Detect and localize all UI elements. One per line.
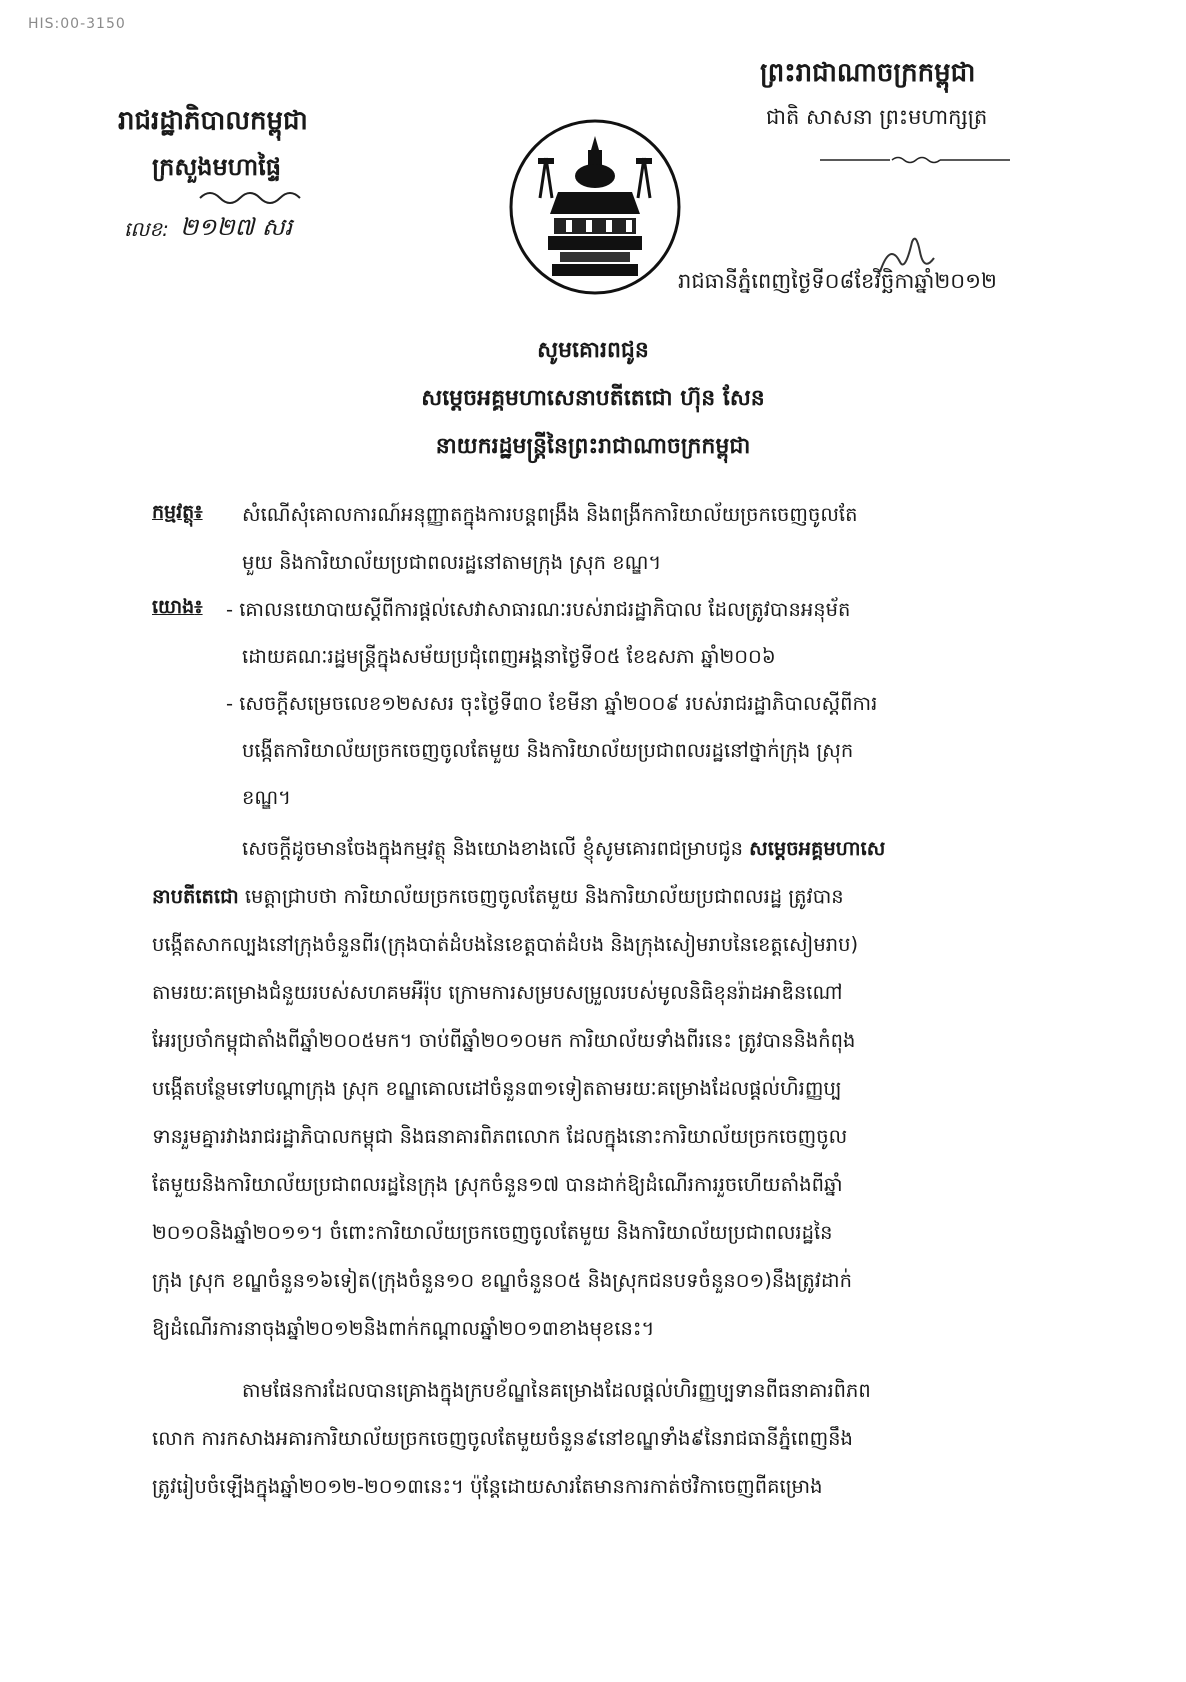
- handwritten-signature-mark: [870, 232, 950, 282]
- received-stamp: HIS:00-3150: [28, 16, 126, 32]
- body-paragraph-1-line-9: ២០១០និងឆ្នាំ២០១១។ ចំពោះការិយាល័យច្រកចេញចូលតែមួយ និងការិយាល័យប្រជាពលរដ្ឋនៃ: [152, 1221, 833, 1244]
- addressee-title: នាយករដ្ឋមន្ត្រីនៃព្រះរាជាណាចក្រកម្ពុជា: [435, 434, 751, 459]
- subject-line-2: មួយ និងការិយាល័យប្រជាពលរដ្ឋនៅតាមក្រុង ស្រុក ខណ្ឌ។: [242, 551, 662, 574]
- body-text: មេត្តាជ្រាបថា ការិយាល័យច្រកចេញចូលតែមួយ និងការិយាល័យប្រជាពលរដ្ឋ ត្រូវបាន: [238, 885, 844, 908]
- government-title: រាជរដ្ឋាភិបាលកម្ពុជា: [118, 106, 308, 136]
- national-motto: ជាតិ សាសនា ព្រះមហាក្សត្រ: [766, 105, 988, 129]
- body-paragraph-1-line-10: ក្រុង ស្រុក ខណ្ឌចំនួន១៦ទៀត(ក្រុងចំនួន១០ ខណ្ឌចំនួន០៥ និងស្រុកជនបទចំនួន០១)នឹងត្រូវដាក់: [152, 1269, 852, 1292]
- body-paragraph-1-line-11: ឱ្យដំណើរការនាចុងឆ្នាំ២០១២និងពាក់កណ្តាលឆ្នាំ២០១៣ខាងមុខនេះ។: [152, 1317, 655, 1340]
- reference-number: ២១២៧ សរ: [180, 213, 293, 241]
- reference-number-label: លេខ:: [124, 217, 169, 241]
- royal-seal-emblem: [506, 118, 684, 296]
- reference-line-5: ខណ្ឌ។: [242, 786, 292, 809]
- addressee-salutation: សូមគោរពជូន: [537, 338, 649, 363]
- body-paragraph-1-line-8: តែមួយនិងការិយាល័យប្រជាពលរដ្ឋនៃក្រុង ស្រុកចំនួន១៧ បានដាក់ឱ្យដំណើរការរួចហើយតាំងពីឆ្នាំ: [152, 1173, 843, 1196]
- addressee-name: សម្តេចអគ្គមហាសេនាបតីតេជោ ហ៊ុន សែន: [421, 386, 765, 411]
- body-paragraph-1-line-4: តាមរយៈគម្រោងជំនួយរបស់សហគមអឺរ៉ុប ក្រោមការសម្របសម្រួលរបស់មូលនិធិខុនរ៉ាដអាឌិនណៅ: [152, 981, 843, 1004]
- body-text: សេចក្តីដូចមានចែងក្នុងកម្មវត្ថុ និងយោងខាងលើ ខ្ញុំសូមគោរពជម្រាបជូន: [242, 837, 750, 860]
- body-paragraph-1-line-3: បង្កើតសាកល្បងនៅក្រុងចំនួនពីរ(ក្រុងបាត់ដំបងនៃខេត្តបាត់ដំបង និងក្រុងសៀមរាបនៃខេត្តសៀមរាប): [152, 933, 859, 956]
- body-paragraph-1-line-6: បង្កើតបន្ថែមទៅបណ្តាក្រុង ស្រុក ខណ្ឌគោលដៅចំនួន៣១ទៀតតាមរយៈគម្រោងដែលផ្តល់ហិរញ្ញប្ប: [152, 1077, 842, 1100]
- ornament-divider: [820, 156, 1010, 164]
- addressee-inline-name: សម្តេចអគ្គមហាសេ: [749, 837, 886, 860]
- ornament-mark: [190, 186, 320, 204]
- ministry-title: ក្រសួងមហាផ្ទៃ: [152, 153, 282, 181]
- references-label: យោង៖: [152, 596, 203, 618]
- kingdom-title: ព្រះរាជាណាចក្រកម្ពុជា: [760, 58, 976, 88]
- reference-line-3: - សេចក្តីសម្រេចលេខ១២សសរ ចុះថ្ងៃទី៣០ ខែមីនា ឆ្នាំ២០០៩ របស់រាជរដ្ឋាភិបាលស្តីពីការ: [226, 692, 878, 715]
- addressee-inline-name-cont: នាបតីតេជោ: [152, 885, 239, 908]
- body-paragraph-2-line-3: ត្រូវរៀបចំឡើងក្នុងឆ្នាំ២០១២-២០១៣នេះ។ ប៉ុន្តែដោយសារតែមានការកាត់ថវិកាចេញពីគម្រោង: [152, 1475, 823, 1498]
- subject-label: កម្មវត្ថុ៖: [152, 501, 203, 523]
- reference-line-4: បង្កើតការិយាល័យច្រកចេញចូលតែមួយ និងការិយាល័យប្រជាពលរដ្ឋនៅថ្នាក់ក្រុង ស្រុក: [242, 739, 854, 762]
- body-paragraph-2-line-1: តាមផែនការដែលបានគ្រោងក្នុងក្របខ័ណ្ឌនៃគម្រោងដែលផ្តល់ហិរញ្ញប្បទានពីធនាគារពិភព: [242, 1379, 871, 1402]
- body-paragraph-1-line-5: អែរប្រចាំកម្ពុជាតាំងពីឆ្នាំ២០០៥មក។ ចាប់ពីឆ្នាំ២០១០មក ការិយាល័យទាំងពីរនេះ ត្រូវបាននិងកំពុង: [152, 1029, 856, 1052]
- body-paragraph-1-line-2: [152, 884, 844, 913]
- reference-line-1: - គោលនយោបាយស្តីពីការផ្តល់សេវាសាធារណៈរបស់រាជរដ្ឋាភិបាល ដែលត្រូវបានអនុម័ត: [226, 598, 851, 621]
- body-paragraph-2-line-2: លោក ការកសាងអគារការិយាល័យច្រកចេញចូលតែមួយចំនួន៩នៅខណ្ឌទាំង៩នៃរាជធានីភ្នំពេញនឹង: [152, 1427, 853, 1450]
- date-line: រាជធានីភ្នំពេញថ្ងៃទី០៨ខែវិច្ឆិកាឆ្នាំ២០១២: [678, 269, 997, 293]
- reference-line-2: ដោយគណៈរដ្ឋមន្ត្រីក្នុងសម័យប្រជុំពេញអង្គនាថ្ងៃទី០៥ ខែឧសភា ឆ្នាំ២០០៦: [242, 645, 776, 668]
- body-paragraph-1-line-1: [242, 836, 885, 865]
- subject-line-1: សំណើសុំគោលការណ៍អនុញ្ញាតក្នុងការបន្តពង្រឹង និងពង្រីកការិយាល័យច្រកចេញចូលតែ: [242, 503, 858, 526]
- body-paragraph-1-line-7: ទានរួមគ្នារវាងរាជរដ្ឋាភិបាលកម្ពុជា និងធនាគារពិភពលោក ដែលក្នុងនោះការិយាល័យច្រកចេញចូល: [152, 1125, 848, 1148]
